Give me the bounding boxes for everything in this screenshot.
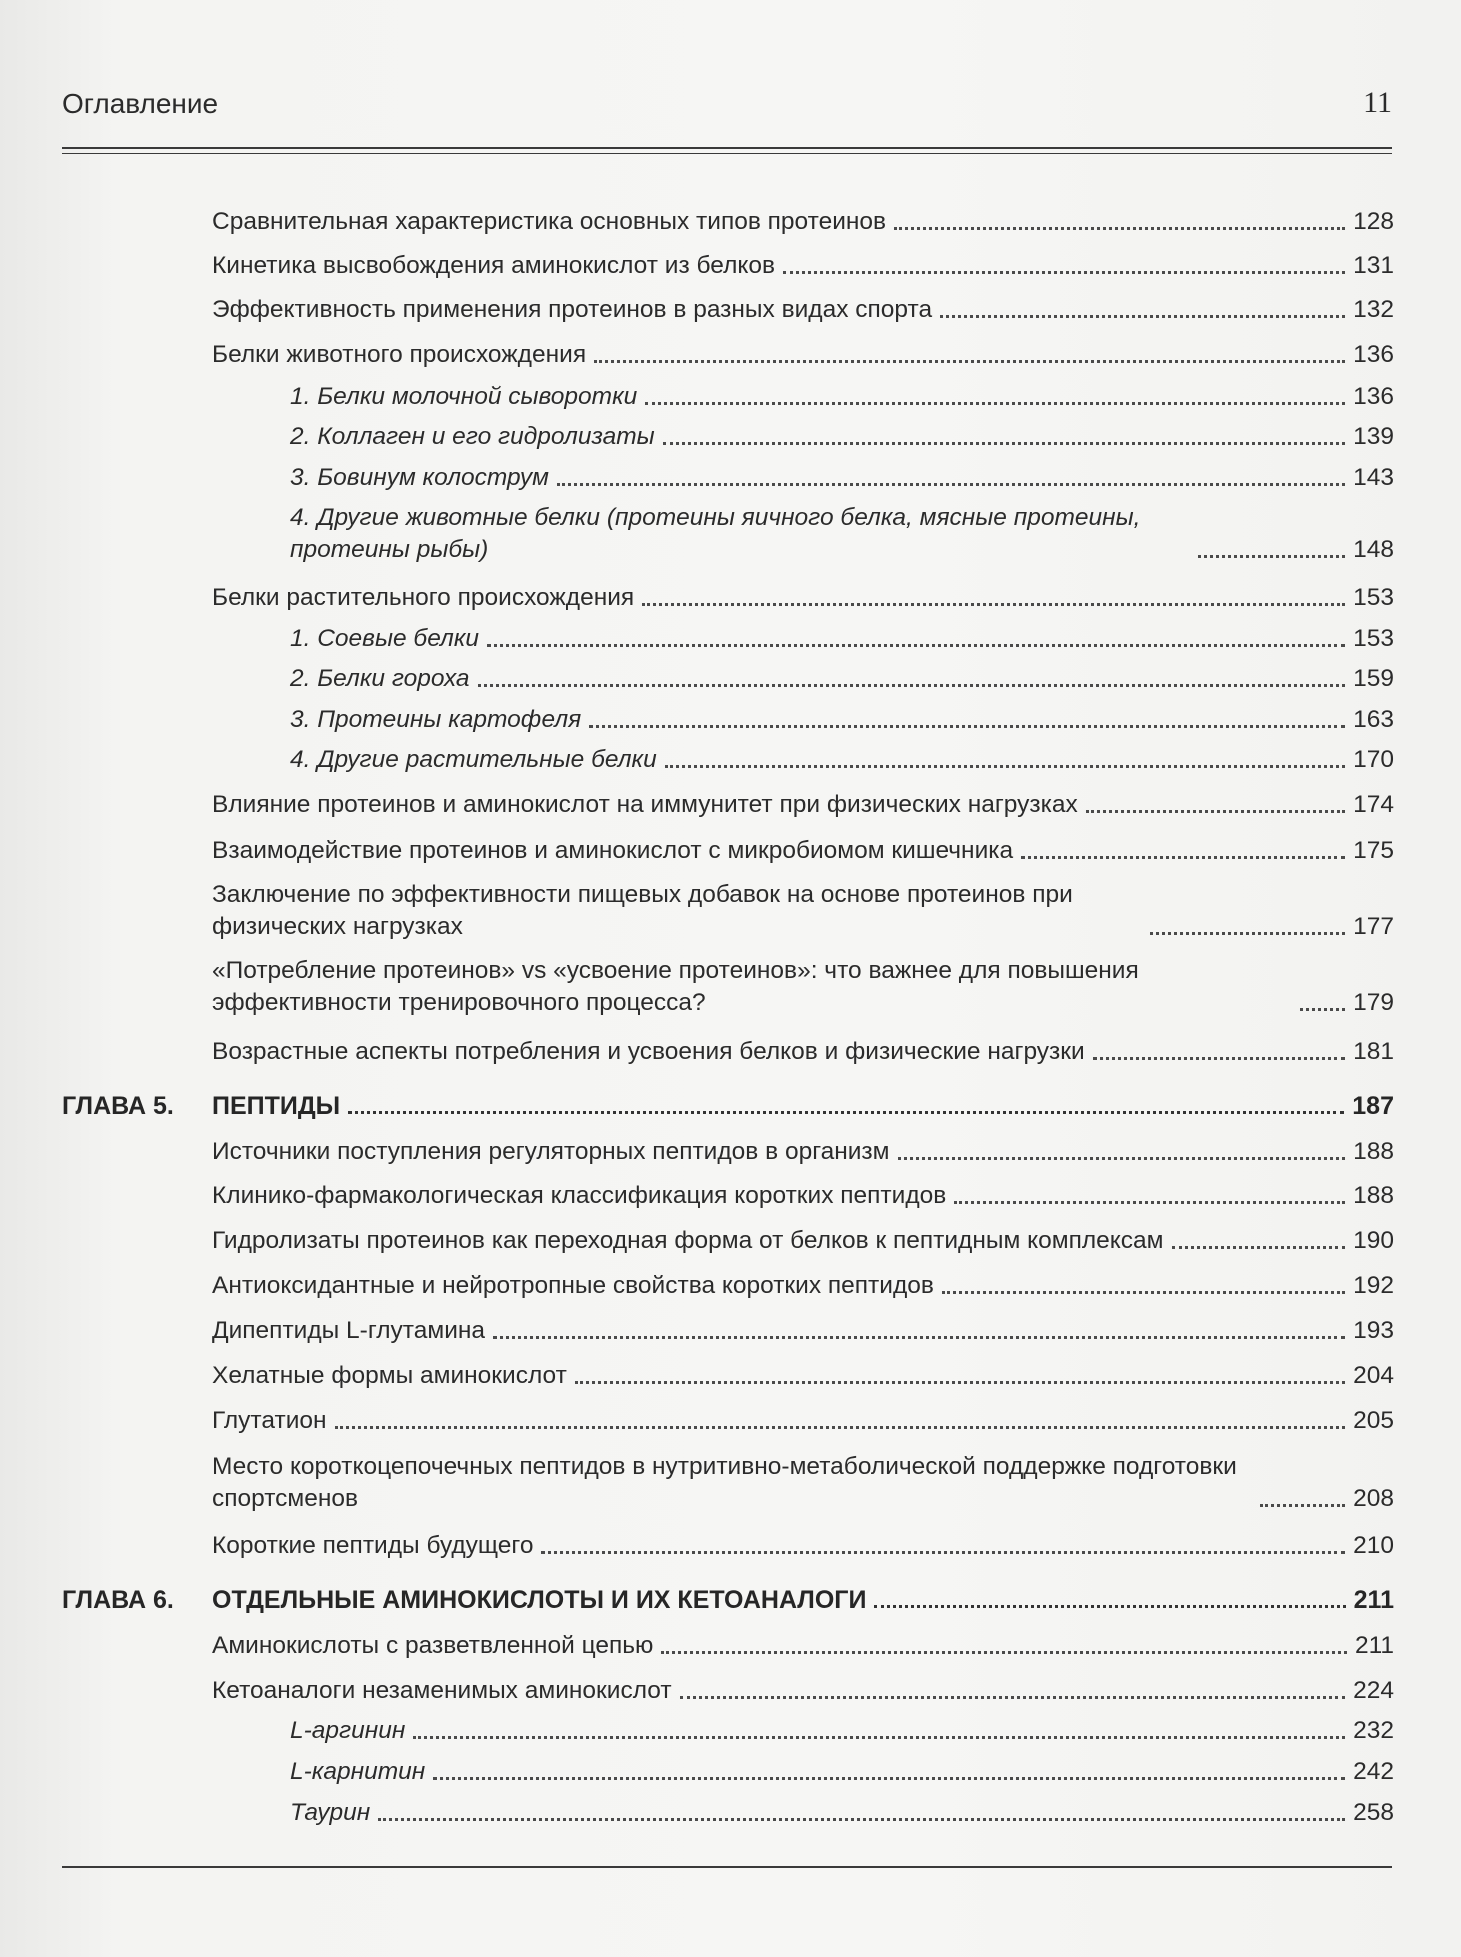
dot-leader (557, 483, 1345, 486)
dot-leader (1260, 1504, 1345, 1507)
toc-entry-page: 205 (1353, 1407, 1394, 1434)
footer-rule (62, 1866, 1392, 1868)
toc-entry-title: 1. Белки молочной сыворотки (290, 383, 638, 410)
toc-entry-title: 3. Бовинум колострум (290, 464, 549, 491)
toc-subentry (290, 1797, 1394, 1829)
chapter-number: ГЛАВА 5. (62, 1092, 174, 1120)
page-number: 11 (1363, 86, 1392, 119)
toc-entry-page: 159 (1353, 665, 1394, 692)
toc-entry-title: 1. Соевые белки (290, 625, 480, 652)
dot-leader (1150, 932, 1345, 935)
toc-entry-title: L-карнитин (290, 1758, 426, 1785)
toc-entry-page: 224 (1353, 1677, 1394, 1704)
toc-entry-title: Дипептиды L-глутамина (212, 1317, 486, 1344)
toc-entry-page: 175 (1353, 837, 1394, 864)
toc-subentry (290, 1715, 1394, 1747)
dot-leader (1300, 1008, 1345, 1011)
toc-entry-title: Аминокислоты с разветвленной цепью (212, 1632, 654, 1659)
toc-entry-title: Кинетика высвобождения аминокислот из белков (212, 252, 775, 279)
dot-leader (665, 765, 1345, 768)
toc-entry-page: 210 (1353, 1532, 1394, 1559)
toc-subentry (290, 744, 1394, 776)
dot-leader (661, 1651, 1347, 1654)
dot-leader (645, 402, 1345, 405)
dot-leader (493, 1336, 1345, 1339)
toc-entry (212, 1405, 1394, 1437)
dot-leader (413, 1736, 1345, 1739)
dot-leader (1093, 1057, 1345, 1060)
toc-entry (212, 1675, 1394, 1707)
dot-leader (663, 442, 1345, 445)
toc-entry-title: L-аргинин (290, 1717, 406, 1744)
toc-entry-title: Белки растительного происхождения (212, 584, 635, 611)
toc-entry (212, 789, 1394, 821)
toc-entry-title: Клинико-фармакологическая классификация коротких пептидов (212, 1182, 947, 1209)
dot-leader (378, 1818, 1345, 1821)
dot-leader (642, 603, 1345, 606)
dot-leader (783, 271, 1345, 274)
dot-leader (348, 1111, 1344, 1114)
toc-entry-title: «Потребление протеинов» vs «усвоение протеинов»: что важнее для повышения эффективности тренировочного процесса? (212, 957, 1139, 1016)
dot-leader (541, 1551, 1345, 1554)
toc-entry-title: Влияние протеинов и аминокислот на иммунитет при физических нагрузках (212, 791, 1078, 818)
toc-entry-page: 232 (1353, 1717, 1394, 1744)
toc-entry-page: 204 (1353, 1362, 1394, 1389)
toc-entry-title: Хелатные формы аминокислот (212, 1362, 567, 1389)
toc-entry-page: 258 (1353, 1799, 1394, 1826)
dot-leader (335, 1426, 1346, 1429)
toc-entry-title: Место короткоцепочечных пептидов в нутритивно-метаболической поддержке подготовки спортсменов (212, 1453, 1237, 1512)
running-title: Оглавление (62, 88, 219, 119)
dot-leader (575, 1381, 1345, 1384)
toc-entry (212, 250, 1394, 282)
dot-leader (589, 725, 1345, 728)
dot-leader (680, 1696, 1346, 1699)
dot-leader (487, 644, 1345, 647)
toc-entry-page: 153 (1353, 584, 1394, 611)
toc-entry-page: 177 (1353, 913, 1394, 940)
dot-leader (942, 1291, 1345, 1294)
toc-entry (212, 1315, 1394, 1347)
toc-entry-page: 153 (1353, 625, 1394, 652)
chapter-number: ГЛАВА 6. (62, 1586, 174, 1614)
toc-entry (212, 955, 1394, 1019)
dot-leader (894, 227, 1345, 230)
toc-entry-page: 211 (1354, 1632, 1394, 1659)
chapter-title: ОТДЕЛЬНЫЕ АМИНОКИСЛОТЫ И ИХ КЕТОАНАЛОГИ (212, 1586, 867, 1614)
toc-entry-page: 190 (1353, 1227, 1394, 1254)
toc-entry-page: 193 (1353, 1317, 1394, 1344)
toc-entry-page: 174 (1353, 791, 1394, 818)
toc-entry (212, 1530, 1394, 1562)
toc-entry (212, 1270, 1394, 1302)
toc-entry-page: 131 (1353, 252, 1394, 279)
dot-leader (433, 1777, 1345, 1780)
toc-entry (212, 339, 1394, 371)
dot-leader (594, 360, 1345, 363)
toc-entry-title: Кетоаналоги незаменимых аминокислот (212, 1677, 672, 1704)
toc-entry-page: 242 (1353, 1758, 1394, 1785)
toc-entry (212, 206, 1394, 238)
toc-entry (212, 1360, 1394, 1392)
toc-entry-title: Короткие пептиды будущего (212, 1532, 534, 1559)
toc-subentry (290, 663, 1394, 695)
toc-entry-title: Белки животного происхождения (212, 341, 587, 368)
toc-subentry (290, 462, 1394, 494)
toc-entry-title: Антиоксидантные и нейротропные свойства коротких пептидов (212, 1272, 934, 1299)
toc-entry-title: 2. Коллаген и его гидролизаты (290, 423, 655, 450)
toc-entry-page: 211 (1353, 1586, 1394, 1614)
toc-entry-page: 128 (1353, 208, 1394, 235)
toc-entry-title: Таурин (290, 1799, 371, 1826)
dot-leader (898, 1157, 1346, 1160)
toc-entry-title: Эффективность применения протеинов в разных видах спорта (212, 296, 933, 323)
toc-entry (212, 1451, 1394, 1515)
toc-chapter (62, 1584, 1394, 1616)
chapter-title: ПЕПТИДЫ (212, 1092, 341, 1120)
toc-entry (212, 1630, 1394, 1662)
toc-subentry (290, 1756, 1394, 1788)
dot-leader (954, 1201, 1345, 1204)
toc-entry-page: 148 (1353, 536, 1394, 563)
toc-entry-page: 192 (1353, 1272, 1394, 1299)
toc-entry-page: 136 (1353, 341, 1394, 368)
dot-leader (1198, 555, 1345, 558)
toc-entry (212, 1180, 1394, 1212)
toc-entry-page: 143 (1353, 464, 1394, 491)
toc-entry-page: 179 (1353, 989, 1394, 1016)
toc-entry (212, 294, 1394, 326)
toc-entry-page: 187 (1352, 1092, 1394, 1120)
toc-entry-title: 3. Протеины картофеля (290, 706, 582, 733)
toc-subentry (290, 704, 1394, 736)
toc-entry-title: Гидролизаты протеинов как переходная форма от белков к пептидным комплексам (212, 1227, 1164, 1254)
toc-entry (212, 879, 1394, 943)
toc-subentry (290, 381, 1394, 413)
dot-leader (1021, 856, 1345, 859)
toc-entry-page: 170 (1353, 746, 1394, 773)
dot-leader (1086, 810, 1345, 813)
toc-entry-page: 132 (1353, 296, 1394, 323)
toc-entry-page: 136 (1353, 383, 1394, 410)
toc-entry-page: 139 (1353, 423, 1394, 450)
toc-entry-page: 188 (1353, 1182, 1394, 1209)
toc-entry (212, 1036, 1394, 1068)
toc-entry (212, 835, 1394, 867)
toc-entry-page: 208 (1353, 1485, 1394, 1512)
toc-entry (212, 582, 1394, 614)
toc-entry-page: 163 (1353, 706, 1394, 733)
toc-entry-page: 188 (1353, 1138, 1394, 1165)
toc-subentry (290, 502, 1394, 566)
toc-entry-title: Возрастные аспекты потребления и усвоения белков и физические нагрузки (212, 1038, 1085, 1065)
toc-entry-page: 181 (1353, 1038, 1394, 1065)
toc-entry (212, 1136, 1394, 1168)
toc-entry-title: Источники поступления регуляторных пептидов в организм (212, 1138, 890, 1165)
toc-chapter (62, 1090, 1394, 1122)
toc-entry-title: 4. Другие животные белки (протеины яичного белка, мясные протеины, протеины рыбы) (290, 504, 1141, 563)
toc-entry-title: Сравнительная характеристика основных типов протеинов (212, 208, 887, 235)
toc-entry-title: Взаимодействие протеинов и аминокислот с микробиомом кишечника (212, 837, 1014, 864)
toc-entry-title: Заключение по эффективности пищевых добавок на основе протеинов при физических нагрузках (212, 881, 1073, 940)
toc-entry-title: Глутатион (212, 1407, 327, 1434)
dot-leader (1172, 1246, 1346, 1249)
toc-entry-title: 4. Другие растительные белки (290, 746, 657, 773)
dot-leader (940, 315, 1345, 318)
toc-subentry (290, 623, 1394, 655)
toc-subentry (290, 421, 1394, 453)
toc-entry-title: 2. Белки гороха (290, 665, 470, 692)
dot-leader (874, 1605, 1345, 1608)
toc-entry (212, 1225, 1394, 1257)
dot-leader (478, 684, 1346, 687)
